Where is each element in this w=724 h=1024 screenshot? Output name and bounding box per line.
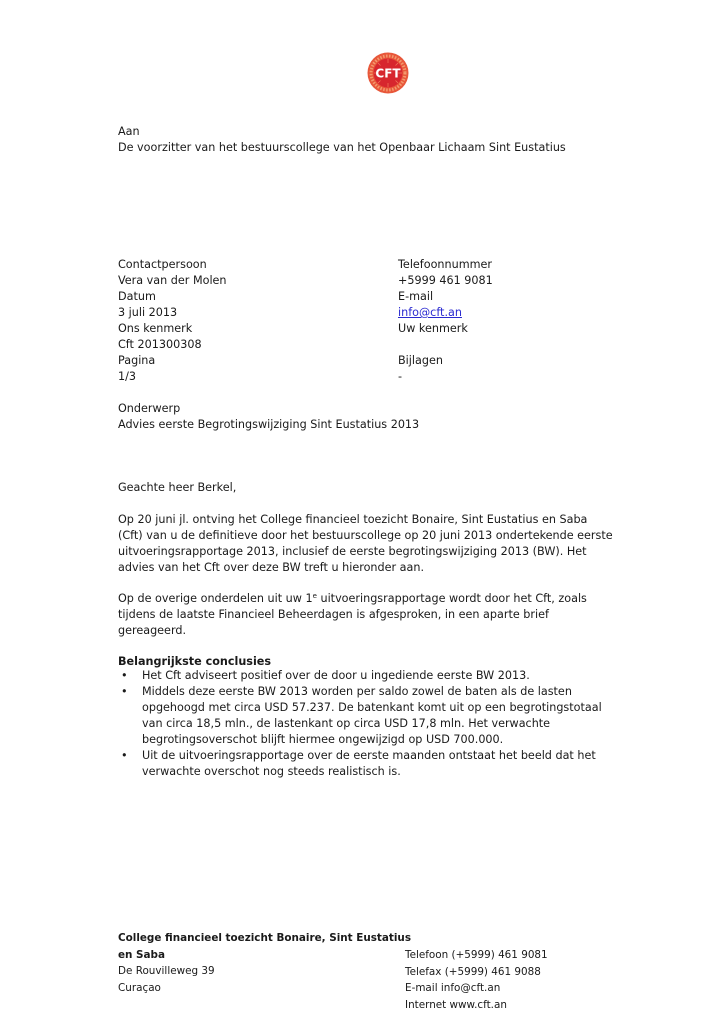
subject-value: Advies eerste Begrotingswijziging Sint Eustatius 2013 — [118, 418, 420, 431]
text-fragment: Op de overige onderdelen uit uw 1 — [118, 592, 313, 605]
paragraph-line: gereageerd. — [118, 624, 187, 637]
email-label: E-mail — [398, 290, 434, 303]
page-label: Pagina — [118, 354, 156, 367]
footer-org-name: College financieel toezicht Bonaire, Sint Eustatius — [118, 932, 412, 944]
recipient-label: Aan — [118, 125, 140, 138]
date-value: 3 juli 2013 — [118, 306, 178, 319]
your-reference-label: Uw kenmerk — [398, 322, 468, 335]
attachments-label: Bijlagen — [398, 354, 443, 367]
footer-address: De Rouvilleweg 39 — [118, 965, 215, 977]
list-item-line: opgehoogd met circa USD 57.237. De batenkant komt uit op een begrotingstotaal — [142, 701, 602, 714]
list-item — [118, 668, 618, 684]
footer-city: Curaçao — [118, 981, 161, 994]
bullet-icon: • — [121, 685, 128, 698]
date-label: Datum — [118, 290, 156, 303]
svg-text:CFT: CFT — [375, 66, 401, 81]
page-value: 1/3 — [118, 370, 137, 383]
list-item-line: verwachte overschot nog steeds realistisch is. — [142, 765, 401, 778]
list-item — [118, 684, 618, 748]
paragraph-line: Op 20 juni jl. ontving het College financieel toezicht Bonaire, Sint Eustatius en Saba — [118, 513, 588, 526]
list-item-line: van circa 18,5 mln., de lastenkant op circa USD 17,8 mln. Het verwachte — [142, 717, 551, 730]
bullet-icon: • — [121, 749, 128, 762]
footer-fax: Telefax (+5999) 461 9088 — [405, 965, 541, 978]
footer-email: E-mail info@cft.an — [405, 982, 501, 994]
footer-contact — [405, 947, 548, 1013]
list-item-line: Uit de uitvoeringsrapportage over de eerste maanden ontstaat het beeld dat het — [142, 749, 596, 762]
conclusions-list — [118, 668, 618, 780]
phone-label: Telefoonnummer — [398, 258, 492, 271]
paragraph-line: tijdens de laatste Financieel Beheerdagen is afgesproken, in een aparte brief — [118, 608, 549, 621]
salutation: Geachte heer Berkel, — [118, 481, 237, 494]
subject-label: Onderwerp — [118, 402, 181, 415]
paragraph-line — [118, 591, 608, 607]
paragraph-line: uitvoeringsrapportage 2013, inclusief de eerste begrotingswijziging 2013 (BW). Het — [118, 545, 587, 558]
cft-logo-icon — [367, 52, 409, 94]
bullet-icon: • — [121, 669, 128, 682]
text-fragment: uitvoeringsrapportage wordt door het Cft, zoals — [316, 592, 587, 605]
paragraph-other-parts — [118, 591, 608, 639]
paragraph-intro — [118, 512, 613, 576]
conclusions-heading: Belangrijkste conclusies — [118, 655, 272, 668]
attachments-value: - — [398, 370, 403, 383]
list-item-line: Het Cft adviseert positief over de door u ingediende eerste BW 2013. — [142, 669, 530, 682]
email-link[interactable]: info@cft.an — [398, 306, 462, 319]
phone-value: +5999 461 9081 — [398, 274, 493, 287]
list-item-line: begrotingsoverschot blijft hiermee ongewijzigd op USD 700.000. — [142, 733, 504, 746]
footer-organization — [118, 930, 411, 996]
footer-org-name-cont: en Saba — [118, 948, 166, 961]
contact-value: Vera van der Molen — [118, 274, 227, 287]
our-reference-label: Ons kenmerk — [118, 322, 193, 335]
paragraph-line: advies van het Cft over deze BW treft u hieronder aan. — [118, 561, 425, 574]
footer-phone: Telefoon (+5999) 461 9081 — [405, 949, 548, 961]
paragraph-line: (Cft) van u de definitieve door het bestuurscollege op 20 juni 2013 ondertekende eerste — [118, 529, 613, 542]
contact-label: Contactpersoon — [118, 258, 207, 271]
superscript: e — [312, 592, 317, 600]
our-reference-value: Cft 201300308 — [118, 338, 202, 351]
footer-internet: Internet www.cft.an — [405, 998, 507, 1011]
list-item — [118, 748, 618, 780]
list-item-line: Middels deze eerste BW 2013 worden per saldo zowel de baten als de lasten — [142, 685, 572, 698]
recipient-name: De voorzitter van het bestuurscollege van het Openbaar Lichaam Sint Eustatius — [118, 141, 566, 154]
